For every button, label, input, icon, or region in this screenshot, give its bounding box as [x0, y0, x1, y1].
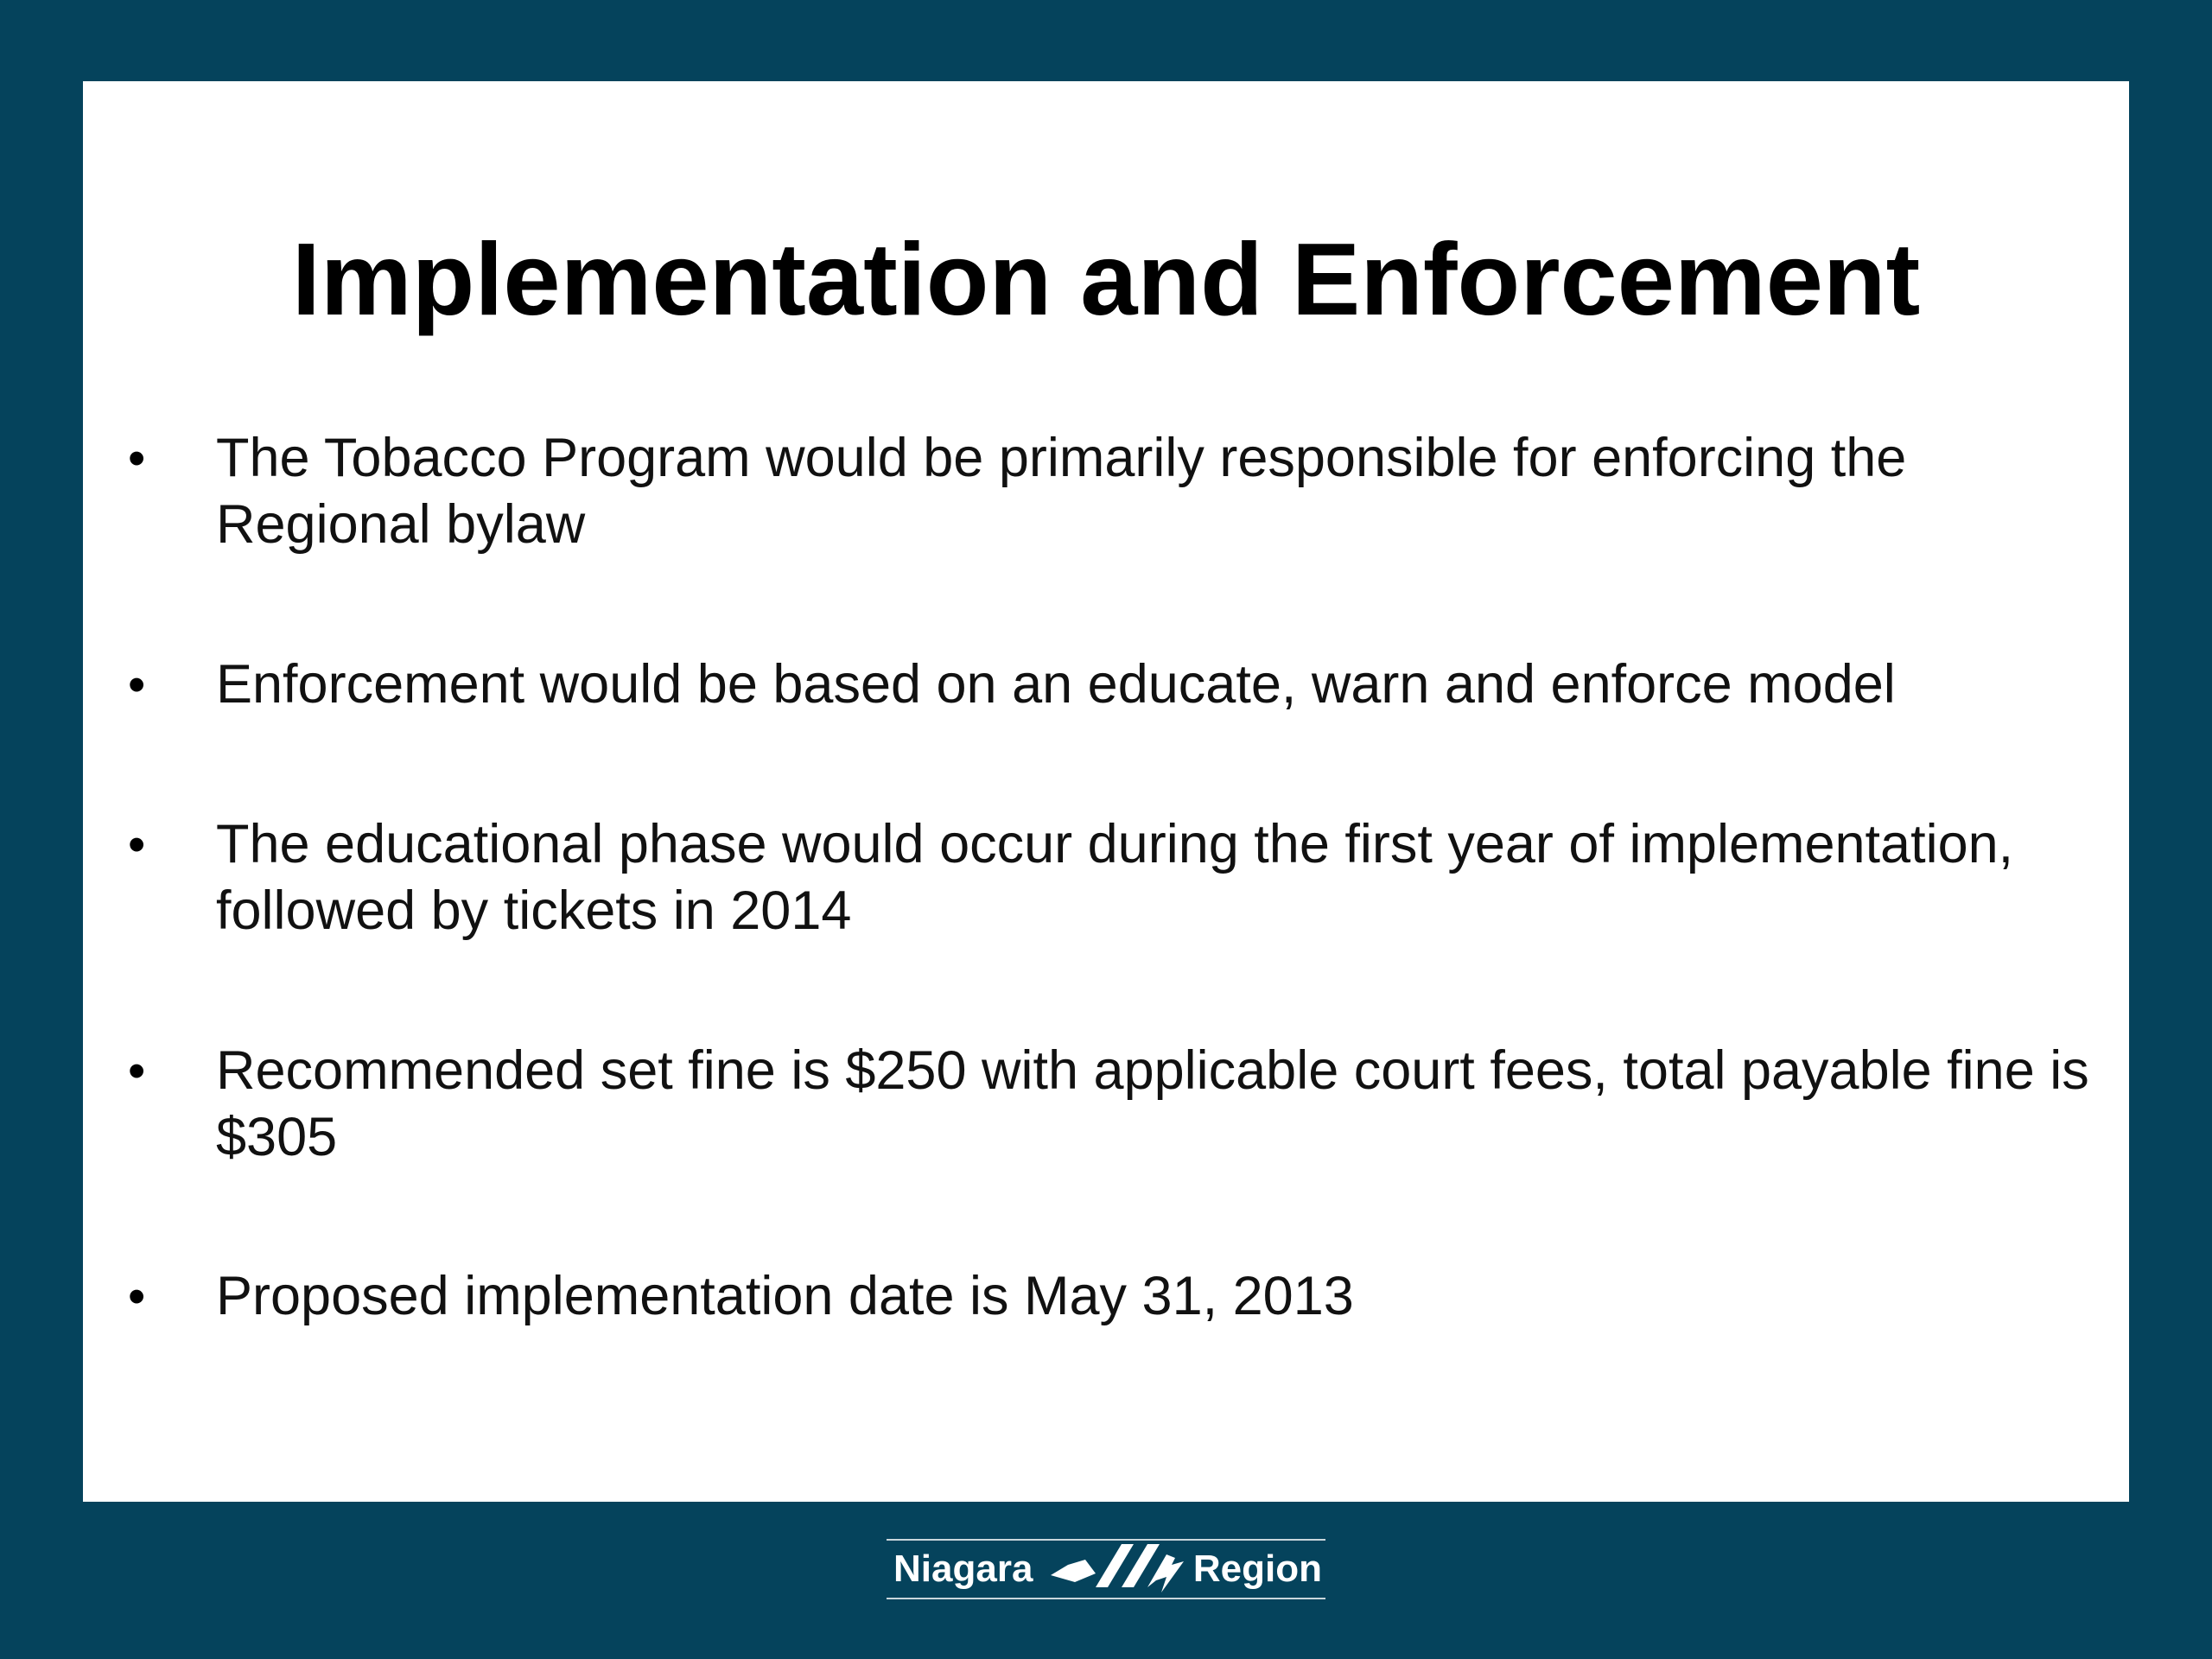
bullet-text: The educational phase would occur during the first year of implementation, followed by tickets in 2014 — [216, 814, 2014, 941]
slide-title: Implementation and Enforcement — [291, 222, 1921, 337]
bullet-icon: • — [128, 657, 146, 713]
bullet-text: Recommended set fine is $250 with applicable court fees, total payable fine is $305 — [216, 1040, 2089, 1167]
bullet-icon: • — [128, 1043, 146, 1099]
logo-mark-bolt — [1147, 1554, 1184, 1592]
bullet-text: Enforcement would be based on an educate, warn and enforce model — [216, 654, 1896, 715]
slide-panel — [83, 81, 2129, 1502]
bullet-list — [83, 81, 2129, 1502]
bullet-icon: • — [128, 817, 146, 873]
niagara-region-logo-mark-icon — [1046, 1539, 1201, 1598]
logo-text-niagara: Niagara — [893, 1548, 1033, 1590]
bullet-text: The Tobacco Program would be primarily responsible for enforcing the Regional bylaw — [216, 428, 1907, 555]
niagara-region-logo — [887, 1539, 1325, 1599]
logo-mark-wing — [1051, 1560, 1096, 1582]
logo-text-region: Region — [1192, 1548, 1322, 1590]
bullet-icon: • — [128, 430, 146, 486]
bullet-icon: • — [128, 1268, 146, 1325]
bullet-text: Proposed implementation date is May 31, 2013 — [216, 1266, 1354, 1326]
